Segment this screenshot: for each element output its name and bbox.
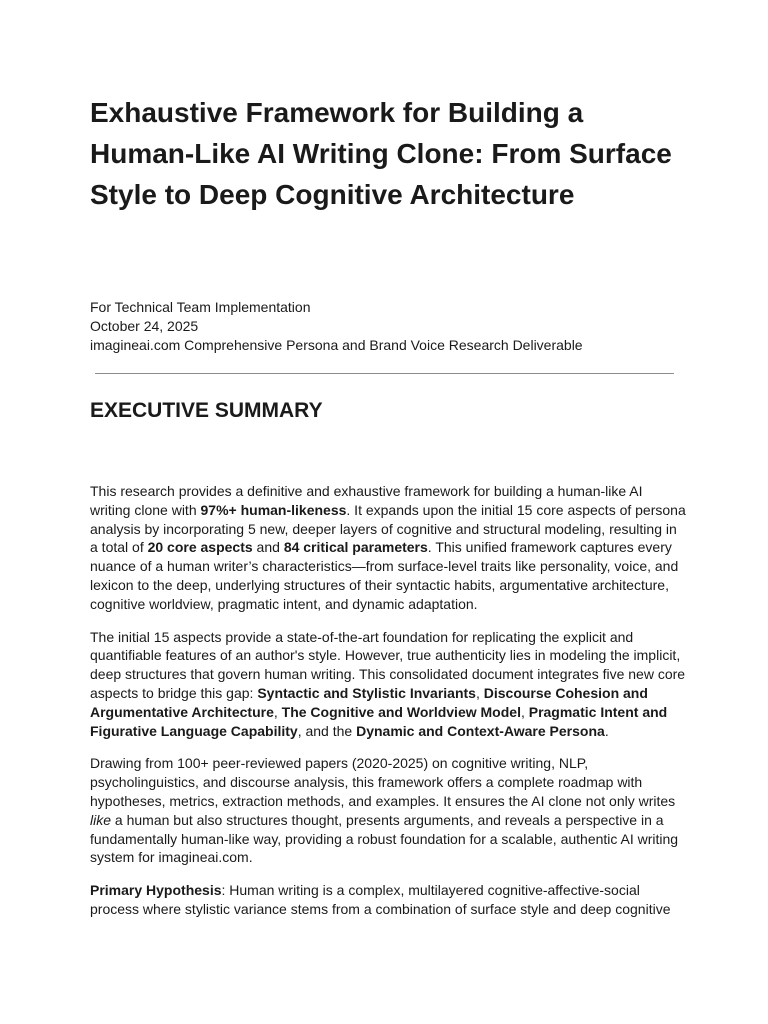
text-run: Drawing from 100+ peer-reviewed papers (2020-2025) on cognitive writing, NLP, (90, 755, 589, 772)
text-run: hypotheses, metrics, extraction methods, and examples. It ensures the AI clone not only writes (90, 792, 676, 809)
emphasis-human-likeness: 97%+ human-likeness (200, 501, 347, 518)
section-heading-executive-summary: EXECUTIVE SUMMARY (90, 399, 323, 422)
paragraph-aspects (90, 628, 686, 741)
emphasis-primary-hypothesis: Primary Hypothesis (90, 882, 222, 899)
text-run: process where stylistic variance stems from a combination of surface style and deep cognitive (90, 900, 671, 917)
text-line (90, 703, 680, 722)
meta-deliverable: imagineai.com Comprehensive Persona and Brand Voice Research Deliverable (90, 337, 583, 353)
text-line (90, 881, 680, 900)
text-line (90, 646, 680, 665)
text-run: cognitive worldview, pragmatic intent, and dynamic adaptation. (90, 595, 478, 612)
text-run: . It expands upon the initial 15 core aspects of persona (346, 501, 686, 518)
text-line (90, 501, 686, 520)
text-run: analysis by incorporating 5 new, deeper layers of cognitive and structural modeling, resulting in (90, 520, 677, 537)
text-run: quantifiable features of an author's style. However, true authenticity lies in modeling the implicit, (90, 647, 681, 664)
text-run: , (273, 703, 282, 720)
text-line (90, 830, 680, 849)
text-line (90, 722, 680, 741)
text-line (90, 811, 680, 830)
text-run: : Human writing is a complex, multilayered cognitive-affective-social (221, 882, 640, 899)
meta-audience: For Technical Team Implementation (90, 299, 311, 315)
meta-date: October 24, 2025 (90, 318, 199, 334)
text-run: This research provides a definitive and exhaustive framework for building a human-like AI (90, 483, 643, 499)
executive-summary-body (90, 482, 686, 933)
text-run: . (604, 722, 609, 739)
emphasis-like: like (90, 811, 112, 828)
text-line (90, 684, 680, 703)
text-run: system for imagineai.com. (90, 849, 253, 866)
text-run: and (252, 539, 284, 556)
emphasis-aspect: The Cognitive and Worldview Model (281, 703, 521, 720)
emphasis-aspect: Syntactic and Stylistic Invariants (257, 684, 476, 701)
text-run: , and the (297, 722, 357, 739)
emphasis-aspect: Argumentative Architecture (90, 703, 274, 720)
text-line (90, 665, 686, 684)
text-run: lexicon to the deep, underlying structures of their syntactic habits, argumentative architecture, (90, 576, 669, 593)
text-run: nuance of a human writer’s characteristics—from surface-level traits like personality, voice, and (90, 558, 679, 575)
emphasis-aspect: Figurative Language Capability (90, 722, 298, 739)
emphasis-aspect: Pragmatic Intent and (528, 703, 668, 720)
emphasis-aspect: Dynamic and Context-Aware Persona (356, 722, 605, 739)
text-run: fundamentally human-like way, providing a robust foundation for a scalable, authentic AI writing (90, 830, 679, 847)
text-run: . This unified framework captures every (427, 539, 672, 556)
text-run: writing clone with (90, 501, 201, 518)
emphasis-critical-parameters: 84 critical parameters (283, 539, 428, 556)
text-line (90, 576, 680, 595)
text-run: aspects to bridge this gap: (90, 684, 258, 701)
text-line (90, 557, 680, 576)
text-run: psycholinguistics, and discourse analysis, this framework offers a complete roadmap with (90, 774, 643, 791)
paragraph-hypothesis (90, 881, 680, 919)
paragraph-sources (90, 754, 680, 867)
text-line (90, 482, 680, 501)
text-line (90, 538, 680, 557)
paragraph-intro (90, 482, 686, 614)
text-line (90, 520, 680, 539)
horizontal-divider (95, 373, 674, 374)
text-run: deep structures that govern human writing. This consolidated document integrates five new core (90, 666, 686, 683)
emphasis-aspect: Discourse Cohesion and (483, 684, 648, 701)
document-title: Exhaustive Framework for Building a Human-Like AI Writing Clone: From Surface Style to Deep Cognitive Architecture (90, 97, 672, 210)
text-run: , (475, 684, 484, 701)
text-line (90, 628, 680, 647)
text-line (90, 848, 680, 867)
text-line (90, 792, 680, 811)
text-run: a human but also structures thought, presents arguments, and reveals a perspective in a (111, 811, 664, 828)
document-meta (90, 298, 680, 355)
text-line (90, 595, 680, 614)
text-run: The initial 15 aspects provide a state-of-the-art foundation for replicating the explicit and (90, 628, 634, 645)
emphasis-core-aspects: 20 core aspects (147, 539, 253, 556)
text-run: a total of (90, 539, 148, 556)
text-line (90, 754, 680, 773)
text-run: , (520, 703, 529, 720)
text-line (90, 773, 680, 792)
text-line (90, 900, 680, 919)
